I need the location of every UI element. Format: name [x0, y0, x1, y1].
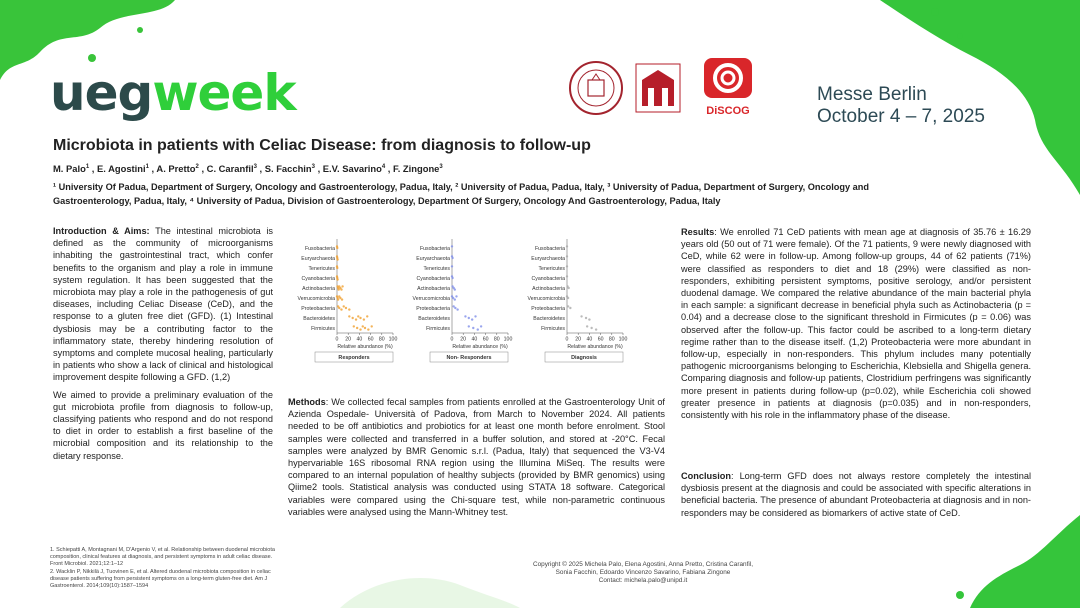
- chart-point: [367, 328, 369, 330]
- chart-x-tick-label: 100: [388, 336, 398, 343]
- chart-category-label: Bacteroidetes: [418, 315, 450, 322]
- conclusion-section: [681, 470, 1031, 524]
- chart-point: [362, 325, 364, 327]
- chart-point: [454, 288, 456, 290]
- chart-point: [454, 307, 456, 309]
- chart-point: [348, 308, 350, 310]
- chart-point: [567, 297, 569, 299]
- chart-point: [567, 305, 569, 307]
- results-section: [681, 226, 1031, 426]
- event-venue: Messe Berlin: [817, 84, 927, 105]
- chart-point: [468, 317, 470, 319]
- chart-point: [588, 318, 590, 320]
- author-name: E.V. Savarino: [322, 163, 382, 174]
- chart-point: [566, 255, 568, 257]
- intro-paragraph-1: The intestinal microbiota is defined as the community of microorganisms inhabiting the gastrointestinal tract, which confer benefits to the organism and play a role in immune system regulation. It has been suggested that the microbiota may play a role in the pathogenesis of gut diseases, including Celiac Disease (CeD), and the response to a gluten free diet (GFD). (1) Intestinal dysbiosis may be a contributing factor to the inflammatory state, thereby hindering resolution of symptoms and complete mucosal healing, particularly in patients who show a lack of clinical and histological improvement despite following a GFD. (1,2): [53, 226, 274, 383]
- chart-category-label: Euryarchaeota: [531, 255, 565, 262]
- chart-category-label: Fusobacteria: [305, 245, 335, 252]
- chart-point: [336, 247, 338, 249]
- chart-panel: [298, 239, 398, 362]
- chart-x-axis-label: Relative abundance (%): [337, 344, 393, 350]
- chart-point: [359, 317, 361, 319]
- chart-category-label: Tenericutes: [308, 265, 335, 272]
- chart-point: [567, 287, 569, 289]
- chart-point: [451, 245, 453, 247]
- chart-category-label: Fusobacteria: [535, 245, 565, 252]
- discog-label: DiSCOG: [706, 105, 750, 117]
- chart-title: Responders: [338, 355, 370, 361]
- chart-point: [474, 315, 476, 317]
- chart-point: [451, 257, 453, 259]
- chart-category-label: Euryarchaeota: [301, 255, 335, 262]
- chart-category-label: Verrucomicrobia: [527, 295, 565, 302]
- chart-point: [337, 298, 339, 300]
- chart-category-label: Tenericutes: [538, 265, 565, 272]
- chart-x-tick-label: 20: [460, 336, 467, 343]
- chart-point: [566, 265, 568, 267]
- references: [50, 547, 285, 592]
- author-name: E. Agostini: [97, 163, 146, 174]
- author-affiliation-number: 3: [253, 163, 257, 170]
- conclusion-heading: Conclusion: [681, 471, 732, 481]
- chart-point: [480, 325, 482, 327]
- chart-point: [451, 265, 453, 267]
- chart-point: [364, 327, 366, 329]
- chart-point: [586, 325, 588, 327]
- unipd-seal-logo: [568, 60, 624, 116]
- chart-x-tick-label: 100: [503, 336, 513, 343]
- chart-point: [363, 318, 365, 320]
- intro-paragraph-2: We aimed to provide a preliminary evaluation of the gut microbiota profile from diagnosis to follow-up, classifying patients who respond and do not respond to diet in order to establish a first baseline of the microbial composition and its relationship to the dietary response.: [53, 389, 273, 461]
- methods-heading: Methods: [288, 397, 326, 407]
- methods-text: : We collected fecal samples from patients enrolled at the Gastroenterology Unit of Azienda Ospedale- Università of Padova, from March to November 2024. All patients needed to be off antibiotics and probiotics for at least one month before enrolment. Stool samples were collected and transferred in a buffer solution, and stored at -20°C. Fecal samples were analyzed by BMR Genomic s.r.l. (Padua, Italy) that sequenced the V3-V4 hypervariable 16S ribosomal RNA region using the Illumina MiSeq. The results were compared to an internal population of healthy subjects (provided by BMR genomics) using Qiime2 tools. Statistical analysis was conducted using STATA 18 software. Categorical variables were compared using the Chi-square test, while non-parametric continuous variables were analysed using the Mann-Whitney test.: [288, 397, 665, 517]
- chart-category-label: Proteobacteria: [301, 305, 335, 312]
- chart-point: [451, 277, 453, 279]
- chart-category-label: Firmicutes: [541, 325, 565, 332]
- chart-category-label: Fusobacteria: [420, 245, 450, 252]
- chart-point: [566, 245, 568, 247]
- chart-point: [348, 315, 350, 317]
- chart-x-tick-label: 60: [367, 336, 374, 343]
- chart-category-label: Verrucomicrobia: [412, 295, 450, 302]
- chart-point: [343, 305, 345, 307]
- introduction-section: [53, 225, 273, 467]
- chart-x-tick-label: 20: [345, 336, 352, 343]
- author-affiliation-number: 4: [381, 163, 386, 170]
- logo-ueg: ueg: [50, 64, 153, 122]
- chart-category-label: Actinobacteria: [417, 285, 450, 292]
- chart-category-label: Cyanobacteria: [531, 275, 565, 282]
- event-dates: October 4 – 7, 2025: [817, 106, 985, 127]
- reference-1: 1. Schiepatti A, Montagnani M, D'Argenio V, et al. Relationship between duodenal microbiota composition, clinical features at diagnosis, and persistent symptoms in adult celiac disease. Front Microbiol. 2021;12:1–12: [50, 547, 275, 567]
- author-name: A. Pretto: [156, 163, 196, 174]
- chart-x-axis-label: Relative abundance (%): [567, 344, 623, 350]
- chart-point: [356, 327, 358, 329]
- author-affiliation-number: 1: [85, 163, 90, 170]
- chart-point: [366, 315, 368, 317]
- chart-point: [345, 307, 347, 309]
- author-list: M. Palo$^1$ , E. Agostini$^1$ , A. Pretto$^2$ , C. Caranfil$^3$ , S. Facchin$^3$ , E.V. Savarino$^4$ , F. Zingone$^3$: [53, 163, 443, 174]
- author-affiliation-number: 3: [311, 163, 315, 170]
- chart-point: [585, 317, 587, 319]
- chart-category-label: Bacteroidetes: [303, 315, 335, 322]
- reference-2: 2. Wacklin P, Nikkilä J, Tuovinen E, et al. Altered duodenal microbiota composition in celiac disease patients suffering from persistent symptoms on a long-term gluten-free diet. Am J Gastroenterol. 2014;109(10):1587–1594: [50, 569, 271, 589]
- chart-x-tick-label: 0: [335, 336, 339, 343]
- chart-point: [468, 325, 470, 327]
- chart-x-tick-label: 0: [565, 336, 569, 343]
- discog-logo: [698, 56, 758, 118]
- chart-point: [351, 317, 353, 319]
- author-name: M. Palo: [53, 163, 86, 174]
- chart-point: [355, 318, 357, 320]
- chart-x-tick-label: 80: [608, 336, 615, 343]
- chart-category-label: Proteobacteria: [531, 305, 565, 312]
- chart-panel: [528, 239, 628, 362]
- chart-point: [357, 315, 359, 317]
- chart-category-label: Cyanobacteria: [301, 275, 335, 282]
- author-name: C. Caranfil: [206, 163, 254, 174]
- chart-x-tick-label: 40: [471, 336, 478, 343]
- chart-category-label: Euryarchaeota: [416, 255, 450, 262]
- chart-point: [336, 258, 338, 260]
- chart-point: [595, 328, 597, 330]
- ueg-week-logo: [50, 64, 296, 122]
- chart-point: [341, 298, 343, 300]
- chart-category-label: Actinobacteria: [302, 285, 335, 292]
- chart-x-tick-label: 100: [618, 336, 628, 343]
- chart-point: [336, 267, 338, 269]
- logo-week: week: [152, 64, 296, 122]
- chart-point: [590, 327, 592, 329]
- chart-category-label: Cyanobacteria: [416, 275, 450, 282]
- contact-line: Contact: michela.palo@unipd.it: [598, 577, 688, 584]
- abundance-charts: [285, 235, 635, 370]
- chart-point: [471, 318, 473, 320]
- chart-x-tick-label: 20: [575, 336, 582, 343]
- chart-category-label: Proteobacteria: [416, 305, 450, 312]
- author-name: F. Zingone: [393, 163, 440, 174]
- author-name: S. Facchin: [264, 163, 312, 174]
- chart-x-tick-label: 60: [597, 336, 604, 343]
- chart-category-label: Firmicutes: [311, 325, 335, 332]
- poster-title: Microbiota in patients with Celiac Disease: from diagnosis to follow-up: [53, 137, 591, 154]
- chart-category-label: Tenericutes: [423, 265, 450, 272]
- chart-category-label: Verrucomicrobia: [297, 295, 335, 302]
- chart-x-axis-label: Relative abundance (%): [452, 344, 508, 350]
- chart-x-tick-label: 40: [586, 336, 593, 343]
- chart-point: [341, 285, 343, 287]
- hospital-logo: [630, 60, 686, 116]
- methods-section: [288, 396, 665, 523]
- chart-x-tick-label: 0: [450, 336, 454, 343]
- author-affiliation-number: 1: [145, 163, 149, 170]
- chart-category-label: Actinobacteria: [532, 285, 565, 292]
- chart-point: [340, 308, 342, 310]
- green-splash-bottom-center: [300, 540, 520, 608]
- conclusion-text: : Long-term GFD does not always restore completely the intestinal dysbiosis present at the diagnosis and could be associated with specific alterations in beneficial bacteria. The presence of abundant Proteobacteria at diagnosis and in non-responders may be considered as biomarkers of active state of CeD.: [681, 471, 1031, 518]
- chart-panel: [413, 239, 513, 362]
- chart-x-tick-label: 60: [482, 336, 489, 343]
- chart-category-label: Firmicutes: [426, 325, 450, 332]
- chart-point: [454, 298, 456, 300]
- event-info: [817, 84, 985, 128]
- chart-point: [580, 315, 582, 317]
- chart-category-label: Bacteroidetes: [533, 315, 565, 322]
- intro-heading: Introduction & Aims:: [53, 226, 150, 236]
- chart-point: [569, 307, 571, 309]
- chart-point: [464, 315, 466, 317]
- chart-title: Non- Responders: [446, 355, 492, 361]
- chart-point: [456, 308, 458, 310]
- chart-x-tick-label: 80: [493, 336, 500, 343]
- chart-point: [371, 325, 373, 327]
- chart-point: [336, 278, 338, 280]
- author-affiliation-number: 3: [439, 163, 443, 170]
- chart-point: [338, 307, 340, 309]
- author-affiliation-number: 2: [195, 163, 199, 170]
- green-splash-bottom-right: [930, 515, 1080, 608]
- results-heading: Results: [681, 227, 715, 237]
- chart-point: [340, 288, 342, 290]
- copyright-line: Copyright © 2025 Michela Palo, Elena Agostini, Anna Pretto, Cristina Caranfil, Sonia Facchin, Edoardo Vincenzo Savarino, Fabiana Zingone: [533, 561, 753, 576]
- chart-point: [472, 327, 474, 329]
- chart-point: [359, 328, 361, 330]
- results-text: : We enrolled 71 CeD patients with mean age at diagnosis of 35.76 ± 16.29 years old (50 out of 71 were female). Of the 71 patients, 9 were newly diagnosed with CeD, while 62 were in follow-up. Among follow-up groups, 44 of 62 patients (71%) were classified as responders to diet and 18 (29%) were classified as non- responders, exhibiting persistent symptoms, positive serology, and/or persistent duodenal damage. We compared the relative abundance of the main bacterial phyla in each sample: a significant decrease in beneficial phyla such as Actinobacteria (p = 0.04) and a decrease close to the significant threshold in Firmicutes (p = 0.06) was observed after the follow-up. This factor could be ascribed to a long-term dietary regime rather than to the disease itself. (1,2) Proteobacteria were more abundant in follow-up, especially in non-responders. This phylum includes many potentially pathogenic microorganisms belonging to Escherichia, Klebsiella and Shigella genera. Comparing diagnosis and follow-up patients, Clostridium perfringens was significantly more present in patients during follow-up (p=0.02), while Escherichia coli showed greater presence in patients at diagnosis (p=0.035) and in non-responders, consistently with his role in the inflammatory phase of the disease.: [681, 227, 1031, 421]
- chart-x-tick-label: 80: [378, 336, 385, 343]
- chart-title: Diagnosis: [571, 355, 597, 361]
- chart-point: [353, 325, 355, 327]
- chart-point: [566, 275, 568, 277]
- affiliations: ¹ University Of Padua, Department of Surgery, Oncology and Gastroenterology, Padua, Italy, ² University of Padua, Padua, Italy, ³ University of Padua, Department of Surgery, Oncology and Gastroenterology, Padua, Italy, ⁴ University of Padua, Division of Gastroenterology, Department Of Surgery, Oncology And Gastroenterology, Padua, Italy: [53, 182, 869, 206]
- chart-point: [477, 328, 479, 330]
- copyright-notice: [528, 561, 758, 585]
- chart-x-tick-label: 40: [356, 336, 363, 343]
- chart-point: [455, 295, 457, 297]
